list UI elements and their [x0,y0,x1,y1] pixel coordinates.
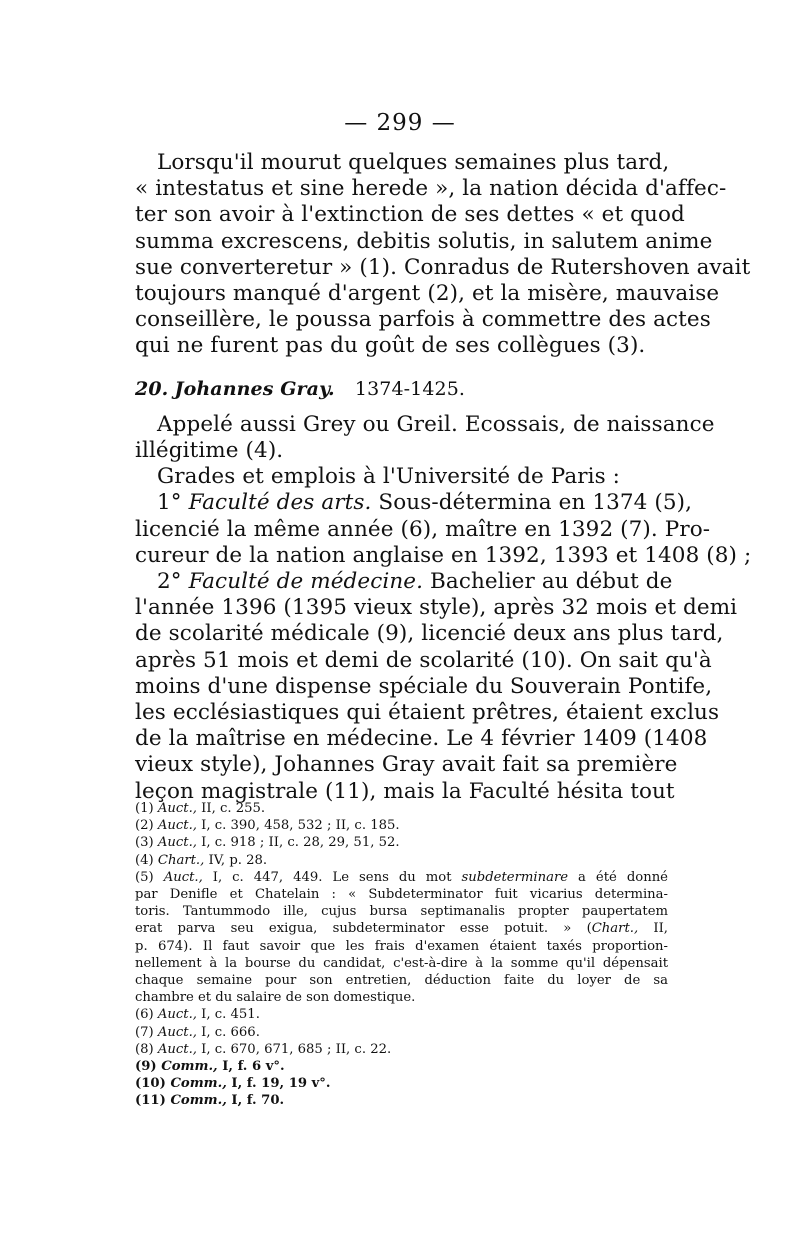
footnote-number: (10) [135,1076,171,1092]
footnote-3 [135,834,668,851]
footnote-text: I, f. 70. [226,1093,285,1109]
footnote-text: I, c. 447, 449. Le sens du mot [202,869,462,885]
entry-number: 20. [135,377,169,400]
spacer [135,402,668,412]
footnote-source: Auct., [157,818,197,834]
footnote-source: Chart., [591,921,639,937]
footnote-source: Auct., [157,1041,197,1057]
text-line: vieux style), Johannes Gray avait fait sa première [135,752,678,778]
medecine-prefix: 2° [157,569,189,595]
footnote-number: (7) [135,1024,158,1040]
footnote-line: toris. Tantummodo ille, cujus bursa septimanalis propter paupertatem [135,904,668,920]
footnote-text: I, c. 666. [196,1024,260,1040]
footnote-10 [135,1075,668,1092]
text-line: illégitime (4). [135,438,284,464]
arts-prefix: 1° [157,490,189,516]
paragraph-rutershoven [135,150,751,360]
footnote-line: p. 674). Il faut savoir que les frais d'examen étaient taxés proportion- [135,938,668,954]
text-line: leçon magistrale (11), mais la Faculté hésita tout [135,778,675,804]
text-line [135,569,673,595]
footnote-9 [135,1058,668,1075]
text-line: toujours manqué d'argent (2), et la misère, mauvaise [135,281,720,307]
footnote-text: I, f. 6 v°. [217,1059,285,1075]
medecine-line-rest: Bachelier au début de [423,569,673,595]
paragraph-arts [135,490,752,569]
footnote-line [135,869,668,886]
paragraph-identity [135,411,715,464]
footnote-11 [135,1092,668,1109]
text-line [135,490,693,516]
grades-heading: Grades et emplois à l'Université de Paris : [157,464,621,490]
entry-name: Johannes Gray. [174,377,335,400]
footnote-text: IV, p. 28. [204,852,268,868]
text-line: après 51 mois et demi de scolarité (10). On sait qu'à [135,647,712,673]
footnote-source: Comm., [170,1076,227,1092]
footnote-line: par Denifle et Chatelain : « Subdeterminator fuit vicarius determina- [135,887,668,903]
text-line: cureur de la nation anglaise en 1392, 1393 et 1408 (8) ; [135,542,752,568]
text-line: les ecclésiastiques qui étaient prêtres, étaient exclus [135,700,720,726]
footnote-number: (9) [135,1059,162,1075]
footnote-line: chambre et du salaire de son domestique. [135,990,416,1006]
footnote-line: chaque semaine pour son entretien, déduction faite du loyer de sa [135,973,668,989]
footnote-source: Comm., [161,1059,218,1075]
text-line: ter son avoir à l'extinction de ses dettes « et quod [135,202,685,228]
paragraph-medecine [135,569,738,805]
footnote-line [135,920,668,937]
footnote-number: (11) [135,1093,171,1109]
arts-line-rest: Sous-détermina en 1374 (5), [371,490,693,516]
footnote-text: I, f. 19, 19 v°. [226,1076,331,1092]
entry-dates: 1374-1425. [354,377,466,400]
arts-faculty: Faculté des arts. [188,490,372,516]
footnote-4 [135,852,668,869]
footnote-source: Auct., [163,869,203,885]
footnote-text: a été donné [568,869,668,885]
text-line: sue converteretur » (1). Conradus de Rutershoven avait [135,254,751,280]
footnote-source: Auct., [157,835,197,851]
footnotes [135,800,668,1110]
footnote-text: I, c. 670, 671, 685 ; II, c. 22. [196,1041,392,1057]
text-line: de la maîtrise en médecine. Le 4 février 1409 (1408 [135,726,708,752]
footnote-8 [135,1041,668,1058]
footnote-source: Chart., [157,852,205,868]
medecine-faculty: Faculté de médecine. [188,569,424,595]
footnote-2 [135,817,668,834]
footnote-text: II, [638,921,668,937]
footnote-term: subdeterminare [461,869,569,885]
text-line: licencié la même année (6), maître en 1392 (7). Pro- [135,516,711,542]
footnote-text: I, c. 390, 458, 532 ; II, c. 185. [196,818,400,834]
footnote-number: (8) [135,1041,158,1057]
text-line: summa excrescens, debitis solutis, in salutem anime [135,228,713,254]
footnote-1 [135,800,668,817]
text-line: Appelé aussi Grey ou Greil. Ecossais, de naissance [157,411,715,437]
page-number: — 299 — [344,110,456,136]
footnote-text: erat parva seu exigua, subdeterminator esse potuit. » ( [135,921,592,937]
entry-heading [135,376,668,402]
footnote-text: II, c. 255. [196,801,266,816]
text-line: l'année 1396 (1395 vieux style), après 32 mois et demi [135,595,738,621]
footnote-6 [135,1006,668,1023]
footnote-source: Auct., [157,1007,197,1023]
footnote-source: Comm., [170,1093,227,1109]
text-line: de scolarité médicale (9), licencié deux ans plus tard, [135,621,724,647]
footnote-number: (1) [135,801,158,816]
footnote-source: Auct., [157,801,197,816]
footnote-text: I, c. 451. [196,1007,260,1023]
footnote-7 [135,1024,668,1041]
footnote-number: (5) [135,869,164,885]
main-text [135,150,752,805]
footnote-number: (4) [135,852,158,868]
footnote-number: (2) [135,818,158,834]
footnote-number: (6) [135,1007,158,1023]
text-line: Lorsqu'il mourut quelques semaines plus tard, [157,150,670,175]
footnote-line: nellement à la bourse du candidat, c'est-à-dire à la somme qu'il dépensait [135,955,668,971]
footnote-source: Auct., [157,1024,197,1040]
text-line: « intestatus et sine herede », la nation décida d'affec- [135,176,727,202]
text-line: moins d'une dispense spéciale du Souverain Pontife, [135,673,713,699]
footnote-text: I, c. 918 ; II, c. 28, 29, 51, 52. [196,835,400,851]
footnote-number: (3) [135,835,158,851]
spacer [135,360,668,376]
footnote-5 [135,869,668,1007]
text-line: qui ne furent pas du goût de ses collègues (3). [135,333,646,359]
text-line: conseillère, le poussa parfois à commettre des actes [135,307,711,333]
